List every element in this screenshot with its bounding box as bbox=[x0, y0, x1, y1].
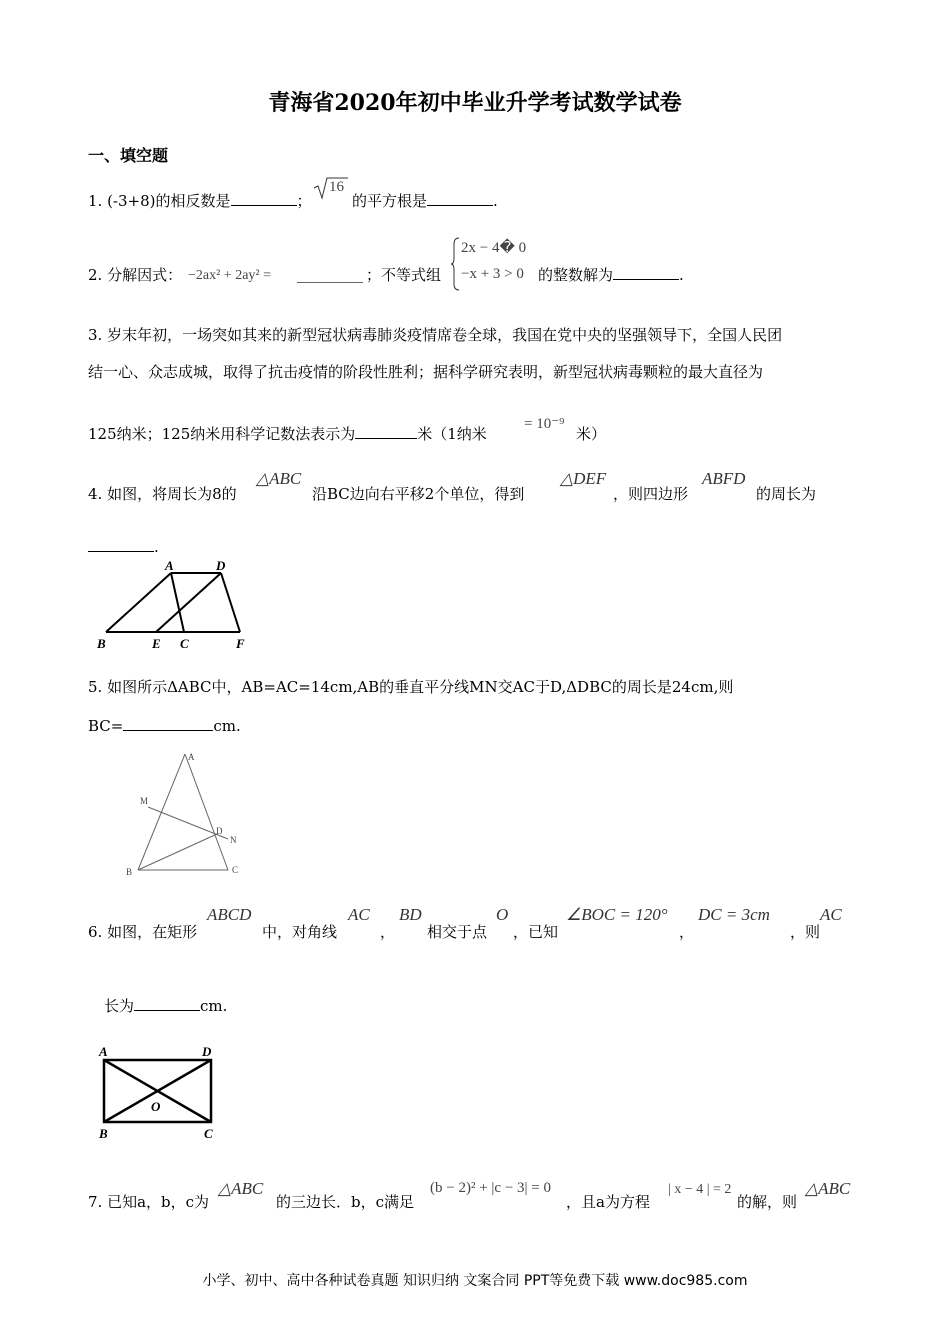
figure-6-rectangle-diagonals bbox=[94, 1042, 224, 1142]
q6-text-d: ，已知 bbox=[513, 923, 559, 941]
q4-text-b: 沿BC边向右平移2个单位，得到 bbox=[312, 485, 525, 503]
q6-rect-abcd: ABCD bbox=[207, 905, 252, 924]
q5-unit: cm. bbox=[213, 717, 241, 735]
sqrt-radicand: 16 bbox=[329, 179, 344, 195]
q7-text-b: 的三边长．b，c满足 bbox=[276, 1193, 415, 1211]
sqrt-expression bbox=[312, 176, 348, 204]
q1-semicolon: ； bbox=[296, 192, 312, 210]
q5-line-1: 5. 如图所示ΔABC中，AB=AC=14cm,AB的垂直平分线MN交AC于D,ΔDBC的周长是24cm,则 bbox=[88, 678, 734, 696]
answer-blank bbox=[613, 265, 679, 280]
label-e: E bbox=[152, 636, 161, 651]
q2-text-c-label: 的整数解为 bbox=[538, 266, 614, 284]
q6-text-a: 6. 如图，在矩形 bbox=[88, 923, 198, 941]
q6-ac-2: AC bbox=[820, 905, 842, 924]
label-b: B bbox=[97, 636, 106, 651]
q1-text-b: 的平方根是 bbox=[352, 192, 428, 210]
label-b: B bbox=[126, 867, 133, 877]
label-c: C bbox=[232, 865, 239, 875]
label-o: O bbox=[151, 1099, 161, 1114]
inequality-1: 2x − 4� 0 bbox=[461, 240, 527, 256]
q3-line-3c: 米） bbox=[576, 425, 607, 443]
label-c: C bbox=[180, 636, 189, 651]
q5-bc-label: BC= bbox=[88, 717, 124, 735]
q3-line-1: 3. 岁末年初，一场突如其来的新型冠状病毒肺炎疫情席卷全球，我国在党中央的坚强领导下，全国人民团 bbox=[88, 326, 783, 344]
figure-4-translated-triangles bbox=[90, 558, 270, 654]
q6-line-2 bbox=[104, 995, 227, 1016]
inequality-system-brace bbox=[450, 236, 460, 296]
label-d: D bbox=[216, 558, 226, 573]
q3-line-2: 结一心、众志成城，取得了抗击疫情的阶段性胜利；据科学研究表明，新型冠状病毒颗粒的最大直径为 bbox=[88, 363, 764, 381]
q6-comma-1: ， bbox=[380, 923, 396, 941]
line-ac bbox=[171, 573, 184, 632]
q1-text-a: 1. (-3+8)的相反数是 bbox=[88, 192, 231, 210]
label-a: A bbox=[165, 558, 174, 573]
answer-blank bbox=[88, 537, 154, 552]
line-bd bbox=[138, 834, 217, 870]
q7-text-d: 的解，则 bbox=[737, 1193, 798, 1211]
q6-comma-2: ， bbox=[679, 923, 695, 941]
q3-line-3b: 米（1纳米 bbox=[417, 425, 487, 443]
label-f: F bbox=[236, 636, 245, 651]
line-ac bbox=[185, 754, 228, 870]
answer-blank bbox=[123, 716, 213, 731]
label-n: N bbox=[230, 835, 237, 845]
q6-angle-boc: ∠BOC = 120° bbox=[566, 905, 668, 924]
answer-blank bbox=[297, 282, 363, 283]
q6-text-c: 相交于点 bbox=[427, 923, 488, 941]
label-m: M bbox=[140, 796, 149, 806]
q6-text-e: ，则 bbox=[790, 923, 821, 941]
q7-text-a: 7. 已知a，b，c为 bbox=[88, 1193, 210, 1211]
q6-ac: AC bbox=[348, 905, 370, 924]
q2-text-b: ；不等式组 bbox=[366, 266, 442, 284]
q4-text-a: 4. 如图，将周长为8的 bbox=[88, 485, 237, 503]
q6-text-b: 中，对角线 bbox=[262, 923, 338, 941]
label-d: D bbox=[216, 826, 223, 836]
q5-line-2 bbox=[88, 716, 241, 735]
line-de bbox=[156, 573, 221, 632]
inequality-2: −x + 3 > 0 bbox=[461, 266, 524, 282]
question-1 bbox=[88, 190, 312, 211]
label-a: A bbox=[188, 752, 195, 762]
q4-text-c: ，则四边形 bbox=[613, 485, 689, 503]
q2-end: . bbox=[679, 266, 684, 284]
q4-end: . bbox=[154, 538, 159, 556]
line-ab bbox=[106, 573, 171, 632]
question-1-part-b bbox=[352, 190, 498, 211]
q7-equation: | x − 4 | = 2 bbox=[668, 1182, 732, 1197]
q3-power-of-ten: = 10⁻⁹ bbox=[524, 416, 565, 432]
q6-dc: DC = 3cm bbox=[698, 905, 770, 924]
question-2 bbox=[88, 264, 182, 285]
figure-5-perpendicular-bisector bbox=[118, 742, 248, 882]
q6-point-o: O bbox=[496, 905, 509, 924]
q2-text-a: 2. 分解因式： bbox=[88, 266, 183, 284]
left-brace-icon bbox=[450, 236, 460, 292]
q7-text-c: ，且a为方程 bbox=[566, 1193, 650, 1211]
answer-blank bbox=[355, 424, 417, 439]
q4-answer-line bbox=[88, 537, 159, 556]
label-d: D bbox=[202, 1044, 212, 1059]
page-title: 青海省2020年初中毕业升学考试数学试卷 bbox=[268, 90, 682, 116]
q4-triangle-def: △DEF bbox=[560, 469, 607, 488]
page-footer: 小学、初中、高中各种试卷真题 知识归纳 文案合同 PPT等免费下载 www.doc985.com bbox=[202, 1273, 748, 1289]
q2-factor-expression: −2ax² + 2ay² = bbox=[188, 268, 272, 283]
q7-condition: (b − 2)² + |c − 3| = 0 bbox=[430, 1180, 551, 1196]
q4-quad-abfd: ABFD bbox=[702, 469, 746, 488]
q1-end: . bbox=[493, 192, 498, 210]
q3-line-3 bbox=[88, 423, 487, 444]
label-a: A bbox=[99, 1044, 108, 1059]
q6-bd: BD bbox=[399, 905, 422, 924]
q6-unit: cm. bbox=[200, 997, 228, 1015]
label-b: B bbox=[99, 1126, 108, 1141]
q6-line-2-label: 长为 bbox=[104, 997, 135, 1015]
q2-text-c bbox=[538, 264, 684, 285]
q7-triangle-abc-2: △ABC bbox=[805, 1179, 851, 1198]
answer-blank bbox=[134, 996, 200, 1011]
q4-text-d: 的周长为 bbox=[756, 485, 817, 503]
answer-blank bbox=[427, 191, 493, 206]
q7-triangle-abc: △ABC bbox=[218, 1179, 264, 1198]
q4-triangle-abc: △ABC bbox=[256, 469, 302, 488]
answer-blank bbox=[231, 191, 297, 206]
line-df bbox=[221, 573, 240, 632]
section-heading: 一、填空题 bbox=[88, 146, 169, 165]
q3-line-3a: 125纳米；125纳米用科学记数法表示为 bbox=[88, 425, 356, 443]
label-c: C bbox=[204, 1126, 213, 1141]
